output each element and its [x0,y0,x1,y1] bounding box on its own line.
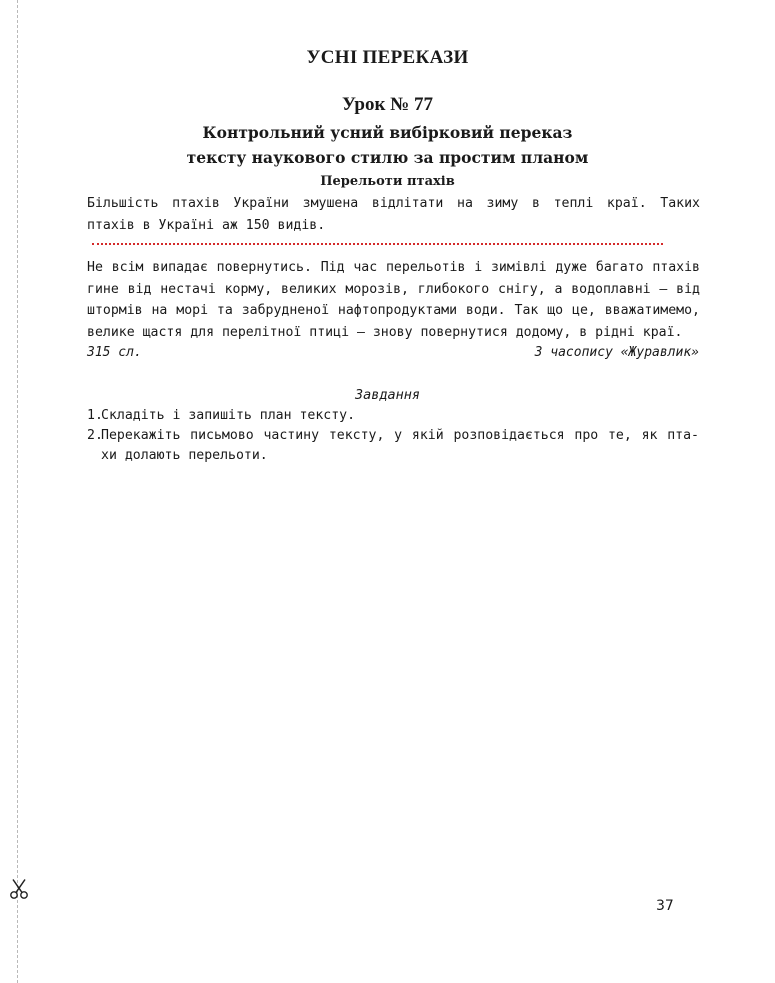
task-number: 1. [87,408,103,423]
task-list [87,406,700,466]
source-citation: З часопису «Журавлик» [534,345,699,360]
paragraph-line: штормів на морі та забрудненої нафтопродуктами води. Так що це, вважатимемо, [87,303,700,318]
lesson-title-line-1: Контрольний усний вибірковий переказ [202,123,573,142]
task-text: Складіть і запишіть план тексту. [101,408,356,423]
lesson-number: Урок № 77 [342,94,433,115]
page-number: 37 [656,898,674,914]
task-text: Перекажіть письмово частину тексту, у якій розповідається про те, як пта- [101,428,699,443]
tasks-heading: Завдання [354,387,421,403]
lesson-title-line-2: тексту наукового стилю за простим планом [186,148,589,167]
scissors-icon [8,878,30,900]
task-item-1 [87,406,700,426]
paragraph-line: Більшість птахів України змушена відлітати на зиму в теплі краї. Таких [87,196,700,211]
paragraph-1 [87,193,700,236]
task-item-2 [87,426,700,466]
paragraph-line: птахів в Україні аж 150 видів. [87,217,326,233]
section-title: УСНІ ПЕРЕКАЗИ [306,47,469,68]
task-text-continuation: хи долають перельоти. [101,448,268,463]
paragraph-line: велике щастя для перелітної птиці — знову повернутися додому, в рідні краї. [87,324,683,340]
paragraph-line: Не всім випадає повернутись. Під час перельотів і зимівлі дуже багато птахів [87,260,700,275]
paragraph-line: гине від нестачі корму, великих морозів, глибокого снігу, а водоплавні — від [87,281,700,297]
paragraph-2 [87,257,700,343]
task-number: 2. [87,428,103,443]
omission-dotted-line [92,243,663,245]
text-title: Перельоти птахів [320,174,455,189]
word-count: 315 сл. [87,345,142,360]
